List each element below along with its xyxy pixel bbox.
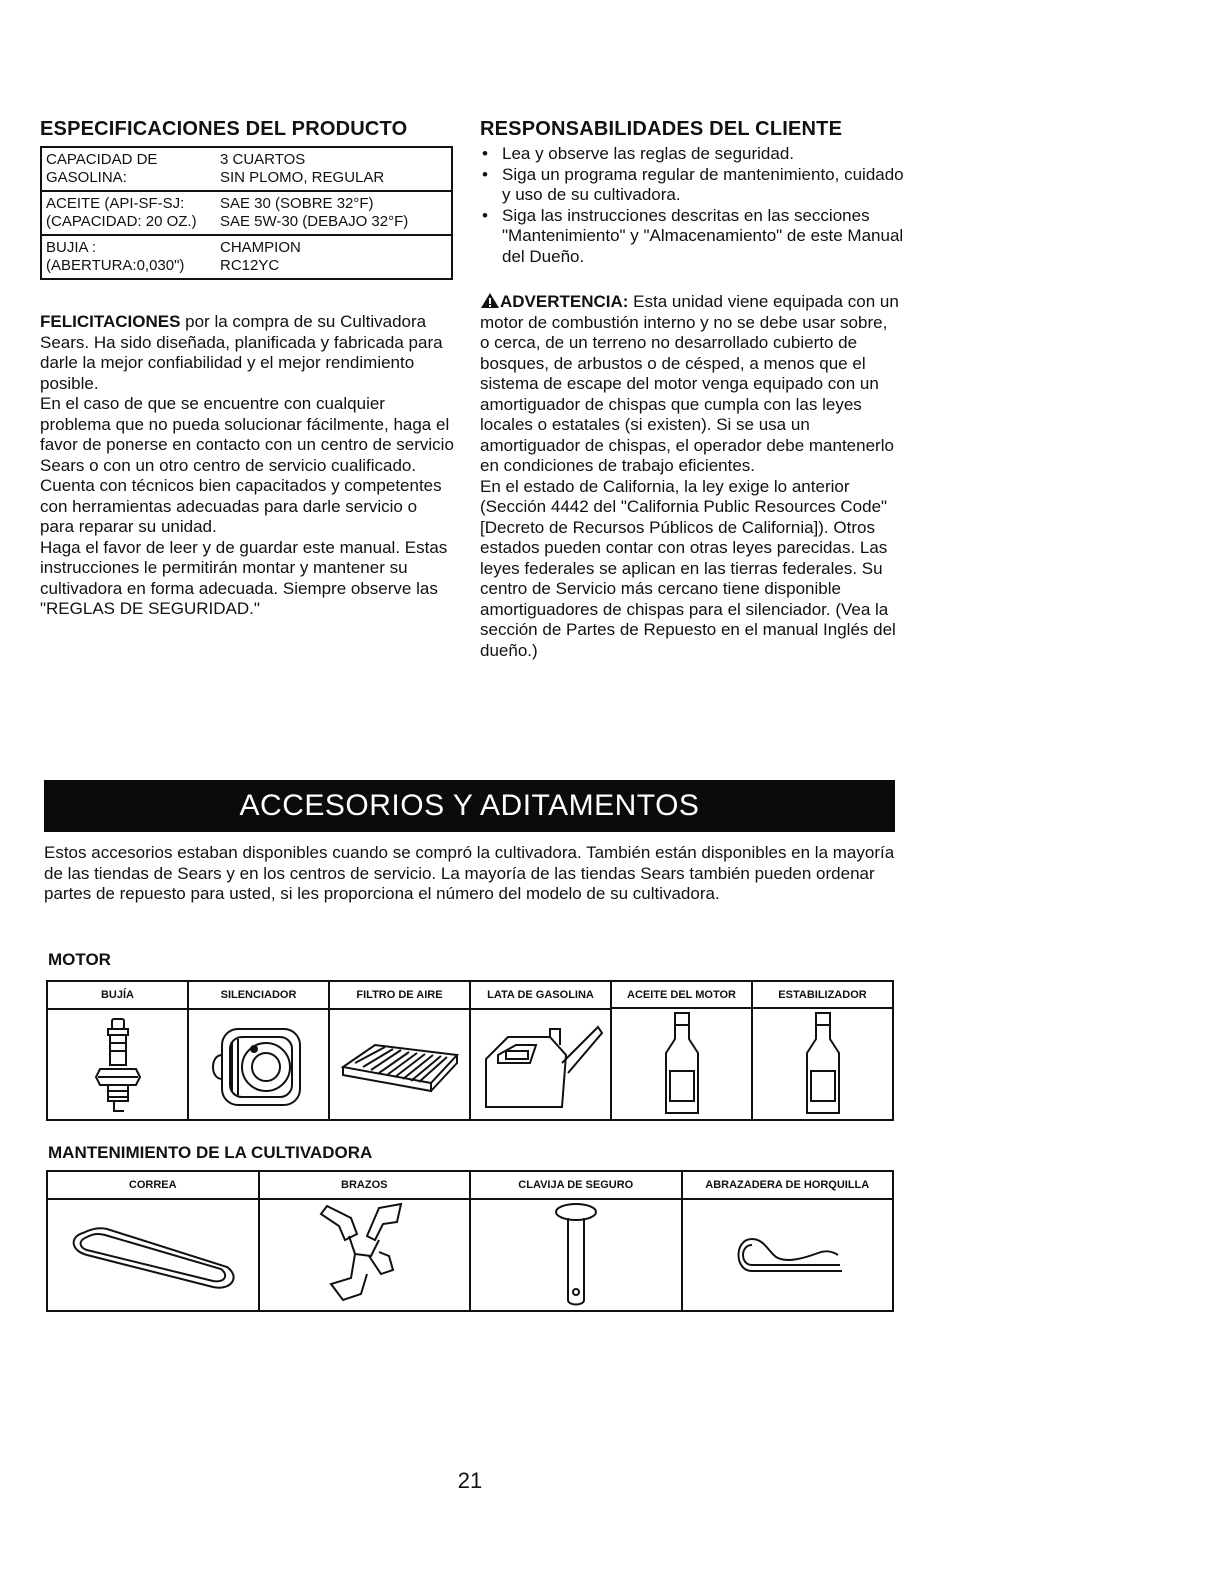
spec-value: SIN PLOMO, REGULAR	[220, 169, 385, 186]
spec-label: (CAPACIDAD: 20 OZ.)	[46, 213, 197, 230]
intro-lead: FELICITACIONES	[40, 312, 181, 331]
resp-title: RESPONSABILIDADES DEL CLIENTE	[480, 118, 843, 140]
item-label: ESTABILIZADOR	[753, 982, 892, 1009]
item-label: SILENCIADOR	[189, 982, 328, 1010]
warning-paragraph: ADVERTENCIA: Esta unidad viene equipada con un motor de combustión interno y no se debe usar sobre, o cerca, de un terreno no desarrollado cubierto de bosques, de arbustos o de césped, a menos que el sistema de escape del motor venga equipado con un amortiguador de chispas que cumpla con las leyes locales o estatales (si existen). Si se usa un amortiguador de chispas, el operador debe mantenerlo en condiciones de trabajo eficientes.	[480, 292, 899, 475]
motor-item-stabilizer	[753, 982, 892, 1119]
motor-item-spark-plug	[48, 982, 189, 1119]
motor-item-muffler	[189, 982, 330, 1119]
maint-title: MANTENIMIENTO DE LA CULTIVADORA	[48, 1143, 373, 1162]
item-label: LATA DE GASOLINA	[471, 982, 610, 1010]
intro-paragraph: Haga el favor de leer y de guardar este manual. Estas instrucciones le permitirán montar y mantener su cultivadora en forma adecuada. Siempre observe las "REGLAS DE SEGURIDAD."	[40, 537, 448, 618]
specs-table	[40, 146, 453, 280]
resp-list	[478, 144, 908, 267]
hairpin-clip-icon	[722, 1225, 852, 1285]
item-label: BRAZOS	[260, 1172, 470, 1200]
maint-item-belt	[48, 1172, 260, 1310]
item-label: BUJÍA	[48, 982, 187, 1010]
accessories-banner: ACCESORIOS Y ADITAMENTOS	[44, 780, 895, 832]
motor-grid	[46, 980, 894, 1121]
warning-triangle-icon	[480, 292, 500, 309]
maint-item-hairpin-clip	[683, 1172, 893, 1310]
spec-row-oil	[42, 192, 451, 236]
list-item: • Siga un programa regular de mantenimiento, cuidado y uso de su cultivadora.	[478, 165, 908, 206]
motor-item-gas-can	[471, 982, 612, 1119]
spec-label: CAPACIDAD DE	[46, 151, 158, 168]
motor-title: MOTOR	[48, 950, 111, 969]
warning-block	[480, 292, 900, 661]
spec-value: SAE 30 (SOBRE 32°F)	[220, 195, 374, 212]
spec-label: (ABERTURA:0,030")	[46, 257, 185, 274]
motor-item-air-filter	[330, 982, 471, 1119]
spec-label: GASOLINA:	[46, 169, 127, 186]
list-item: • Lea y observe las reglas de seguridad.	[478, 144, 908, 165]
spec-value: RC12YC	[220, 257, 280, 274]
belt-icon	[63, 1215, 243, 1295]
stabilizer-bottle-icon	[793, 1009, 853, 1119]
tines-icon	[309, 1200, 419, 1310]
spec-value: 3 CUARTOS	[220, 151, 306, 168]
item-label: CORREA	[48, 1172, 258, 1200]
spec-value: CHAMPION	[220, 239, 301, 256]
maint-item-clevis-pin	[471, 1172, 683, 1310]
gas-can-icon	[476, 1015, 606, 1115]
air-filter-icon	[335, 1025, 465, 1105]
item-label: ACEITE DEL MOTOR	[612, 982, 751, 1009]
clevis-pin-icon	[546, 1200, 606, 1310]
spec-label: BUJIA :	[46, 239, 97, 256]
maint-item-tines	[260, 1172, 472, 1310]
item-label: ABRAZADERA DE HORQUILLA	[683, 1172, 893, 1200]
specs-title: ESPECIFICACIONES DEL PRODUCTO	[40, 118, 408, 140]
warning-label: ADVERTENCIA:	[500, 292, 629, 311]
spec-value: SAE 5W-30 (DEBAJO 32°F)	[220, 213, 409, 230]
warning-paragraph: En el estado de California, la ley exige lo anterior (Sección 4442 del "California Public Resources Code" [Decreto de Recursos Públicos de California]). Otros estados pueden contar con otras leyes parecidas. Las leyes federales se aplican en las tierras federales. Su centro de Servicio más cercano tiene disponible amortiguadores de chispas para el silenciador. (Vea la sección de Partes de Repuesto en el manual Inglés del dueño.)	[480, 476, 896, 660]
item-label: CLAVIJA DE SEGURO	[471, 1172, 681, 1200]
accessories-intro: Estos accesorios estaban disponibles cuando se compró la cultivadora. También están disponibles en la mayoría de las tiendas de Sears y en los centros de servicio. La mayoría de las tiendas Sears también pueden ordenar partes de repuesto para usted, si les proporciona el número del modelo de su cultivadora.	[44, 843, 895, 903]
maint-grid	[46, 1170, 894, 1312]
muffler-icon	[204, 1015, 314, 1115]
motor-item-engine-oil	[612, 982, 753, 1119]
spec-row-fuel	[42, 148, 451, 192]
item-label: FILTRO DE AIRE	[330, 982, 469, 1010]
intro-paragraph: En el caso de que se encuentre con cualquier problema que no pueda solucionar fácilmente, haga el favor de ponerse en contacto con un centro de servicio Sears o con un otro centro de servicio cualificado. Cuenta con técnicos bien capacitados y competentes con herramientas adecuadas para darle servicio o para reparar su unidad.	[40, 394, 454, 536]
page-number: 21	[457, 1468, 483, 1493]
spec-row-plug	[42, 236, 451, 278]
intro-text	[40, 312, 455, 620]
spec-label: ACEITE (API-SF-SJ:	[46, 195, 185, 212]
intro-paragraph: FELICITACIONES por la compra de su Cultivadora Sears. Ha sido diseñada, planificada y fabricada para darle la mejor confiabilidad y el mejor rendimiento posible.	[40, 312, 443, 393]
oil-bottle-icon	[652, 1009, 712, 1119]
list-item: • Siga las instrucciones descritas en las secciones "Mantenimiento" y "Almacenamiento" de este Manual del Dueño.	[478, 206, 908, 268]
spark-plug-icon	[88, 1015, 148, 1115]
